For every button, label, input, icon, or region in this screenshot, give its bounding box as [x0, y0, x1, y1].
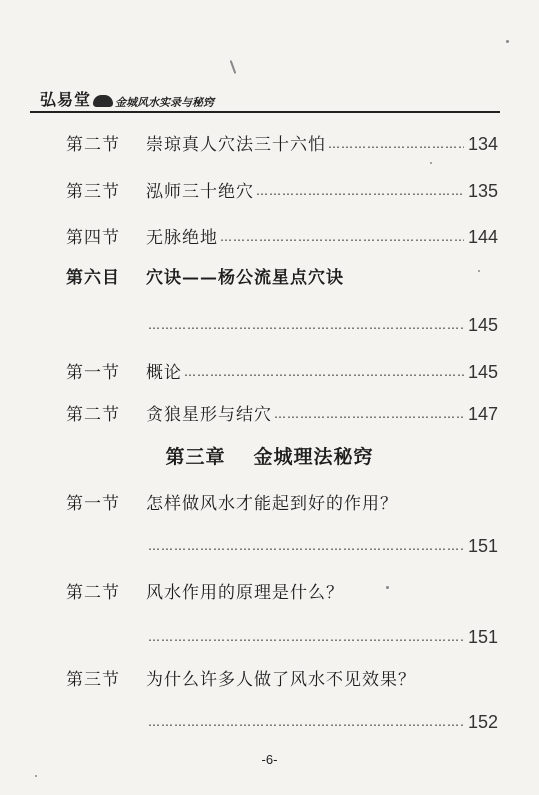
toc-entry [66, 172, 498, 202]
page-number: 151 [467, 536, 498, 556]
page-number: 144 [467, 227, 498, 247]
chapter-heading [0, 442, 539, 469]
entry-title: 概论 [146, 363, 182, 383]
page-number: 134 [467, 134, 498, 154]
toc-entry [66, 660, 498, 690]
toc-entry [66, 125, 498, 155]
scan-speck [35, 775, 37, 777]
header-subtitle: 金城风水实录与秘窍 [115, 96, 215, 109]
entry-title: 穴诀——杨公流星点穴诀 [146, 268, 344, 288]
toc-entry [66, 484, 498, 514]
header-brand: 弘易堂 [40, 90, 92, 109]
logo-icon [93, 95, 113, 107]
scan-speck [430, 162, 432, 164]
page-number: 145 [467, 315, 498, 335]
leader-dots [148, 630, 464, 644]
toc-entry [66, 573, 498, 603]
entry-title: 贪狼星形与结穴 [146, 405, 272, 425]
section-label: 第二节 [66, 405, 120, 425]
page-number: 135 [467, 181, 498, 201]
entry-title: 泓师三十绝穴 [146, 182, 254, 202]
scan-speck [478, 270, 480, 272]
toc-entry [66, 218, 498, 248]
leader-dots [256, 184, 464, 198]
section-label: 第四节 [66, 228, 120, 248]
leader-dots [148, 318, 464, 332]
leader-dots [148, 715, 464, 729]
section-label: 第一节 [66, 363, 120, 383]
toc-entry-continuation [146, 705, 498, 733]
section-label: 第三节 [66, 670, 120, 690]
toc-entry [66, 353, 498, 383]
leader-dots [328, 137, 464, 151]
entry-title: 无脉绝地 [146, 228, 218, 248]
leader-dots [274, 407, 464, 421]
toc-entry-continuation [146, 308, 498, 336]
entry-title: 风水作用的原理是什么？ [146, 583, 344, 603]
toc-entry [66, 258, 498, 288]
scan-speck [506, 40, 509, 43]
entry-title: 为什么许多人做了风水不见效果？ [146, 670, 416, 690]
entry-title: 怎样做风水才能起到好的作用？ [146, 494, 398, 514]
page-number: 152 [467, 712, 498, 732]
toc-entry-continuation [146, 620, 498, 648]
leader-dots [184, 365, 464, 379]
toc-entry [66, 395, 498, 425]
section-label: 第二节 [66, 583, 120, 603]
section-label: 第一节 [66, 494, 120, 514]
scan-speck [386, 586, 389, 589]
entry-title: 崇琼真人穴法三十六怕 [146, 135, 326, 155]
section-label: 第三节 [66, 182, 120, 202]
scan-speck [230, 60, 237, 74]
chapter-title: 金城理法秘窍 [253, 446, 374, 468]
running-header [40, 84, 500, 110]
footer-page-number: -6- [261, 752, 278, 767]
page-number: 151 [467, 627, 498, 647]
leader-dots [220, 230, 464, 244]
leader-dots [148, 539, 464, 553]
toc-entry-continuation [146, 529, 498, 557]
header-rule [30, 111, 500, 113]
page-number: 147 [467, 404, 498, 424]
page-number: 145 [467, 362, 498, 382]
section-label: 第六目 [66, 268, 120, 288]
chapter-number: 第三章 [165, 446, 226, 468]
section-label: 第二节 [66, 135, 120, 155]
